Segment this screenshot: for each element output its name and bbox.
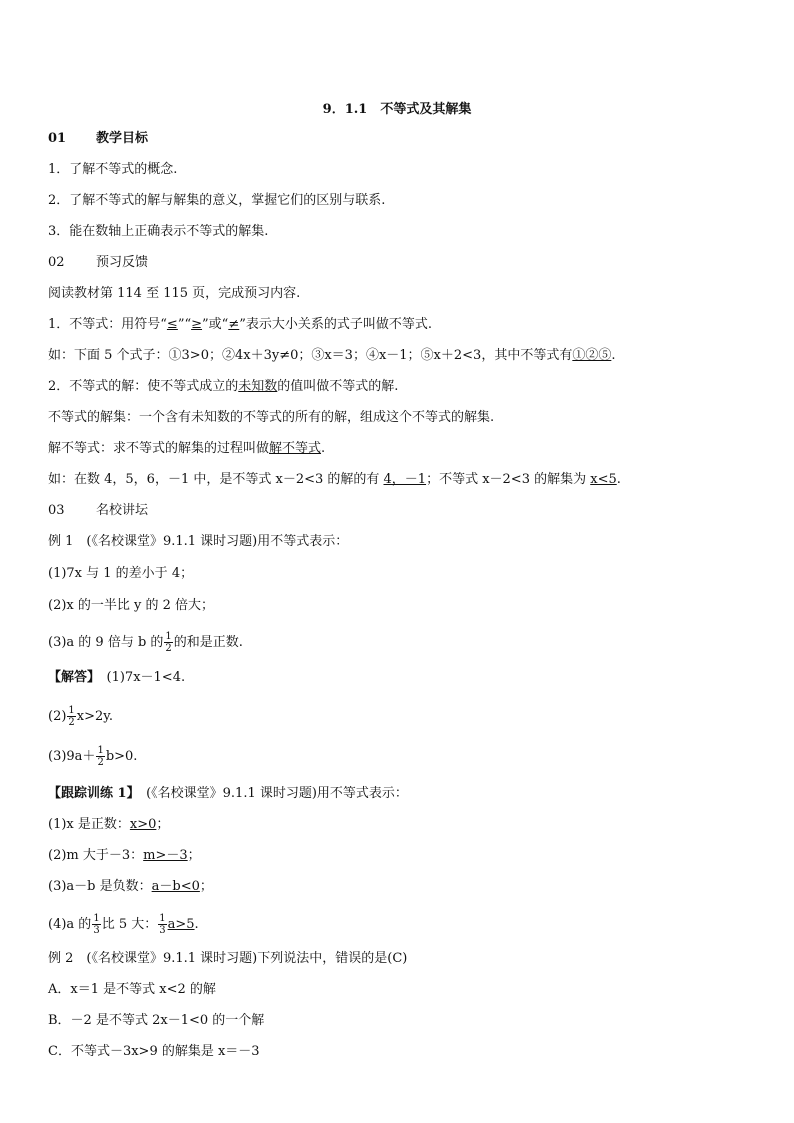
option-a: A．x＝1 是不等式 x<2 的解 <box>48 982 216 997</box>
example-2-prompt: 例 2 (《名校课堂》9.1.1 课时习题)下列说法中，错误的是(C) <box>48 951 408 966</box>
goal-1: 1．了解不等式的概念. <box>48 162 178 177</box>
answer-blank: a－b<0 <box>151 879 200 894</box>
text: (3)a 的 9 倍与 b 的 <box>48 635 164 650</box>
training-1-item-2 <box>48 847 201 865</box>
answer-blank: ≠ <box>228 317 240 332</box>
denominator: 3 <box>159 925 166 936</box>
numerator: 1 <box>68 705 75 716</box>
option-b: B．－2 是不等式 2x－1<0 的一个解 <box>48 1013 265 1028</box>
definition-solving <box>48 440 325 458</box>
reading-instruction: 阅读教材第 114 至 115 页，完成预习内容. <box>48 286 301 301</box>
text: 的和是正数. <box>173 635 243 650</box>
training-1-prompt <box>48 785 408 803</box>
text: . <box>321 441 326 456</box>
fraction <box>96 745 104 768</box>
training-label: 【跟踪训练 1】 <box>48 786 134 801</box>
answer-blank: 未知数 <box>238 379 278 394</box>
text: (1)7x－1<4. <box>93 670 186 685</box>
training-1-item-3 <box>48 878 213 896</box>
fraction <box>164 631 172 654</box>
answer-2 <box>48 705 113 728</box>
numerator: 1 <box>165 631 172 642</box>
example-1-item-2: (2)x 的一半比 y 的 2 倍大； <box>48 598 215 613</box>
goal-3: 3．能在数轴上正确表示不等式的解集. <box>48 224 269 239</box>
section-number: 03 <box>48 503 65 518</box>
text: ； <box>187 848 201 863</box>
example-inequalities <box>48 347 615 365</box>
text: 解不等式：求不等式的解集的过程叫做 <box>48 441 270 456</box>
text: (4)a 的 <box>48 917 92 932</box>
goal-2: 2．了解不等式的解与解集的意义，掌握它们的区别与联系. <box>48 193 386 208</box>
text: 如：下面 5 个式子：①3>0；②4x＋3y≠0；③x＝3；④x－1；⑤x＋2<3，其中不等式有 <box>48 348 573 363</box>
answer-blank: ≥ <box>191 317 203 332</box>
text: . <box>611 348 616 363</box>
text: (3)9a＋ <box>48 749 96 764</box>
text: ； <box>199 879 213 894</box>
example-1-item-3 <box>48 631 243 654</box>
section-number: 02 <box>48 255 65 270</box>
example-solutions <box>48 471 621 489</box>
definition-inequality <box>48 316 432 334</box>
text: ；不等式 x－2<3 的解集为 <box>426 472 591 487</box>
text: (1)x 是正数： <box>48 817 130 832</box>
option-c: C．不等式－3x>9 的解集是 x＝－3 <box>48 1044 260 1059</box>
training-1-item-4 <box>48 913 199 936</box>
fraction <box>92 913 100 936</box>
definition-solution <box>48 378 398 396</box>
text: b>0. <box>105 749 138 764</box>
section-title: 预习反馈 <box>96 255 149 270</box>
answer-blank: a>5 <box>167 917 195 932</box>
numerator: 1 <box>93 913 100 924</box>
text: ”表示大小关系的式子叫做不等式. <box>239 317 433 332</box>
answer-1 <box>48 669 185 687</box>
denominator: 2 <box>165 643 172 654</box>
text: (2) <box>48 709 67 724</box>
text: (3)a－b 是负数： <box>48 879 152 894</box>
text: ”或“ <box>202 317 229 332</box>
section-02-heading <box>48 254 148 272</box>
text: 的值叫做不等式的解. <box>277 379 399 394</box>
denominator: 3 <box>93 925 100 936</box>
denominator: 2 <box>68 717 75 728</box>
fraction <box>67 705 75 728</box>
text: ”“ <box>177 317 192 332</box>
section-01-heading <box>48 130 148 148</box>
numerator: 1 <box>97 745 104 756</box>
answer-label: 【解答】 <box>48 670 94 685</box>
section-03-heading <box>48 502 148 520</box>
answer-blank: x<5 <box>590 472 617 487</box>
text: 比 5 大： <box>101 917 158 932</box>
text: ； <box>156 817 170 832</box>
text: 如：在数 4，5，6，－1 中，是不等式 x－2<3 的解的有 <box>48 472 384 487</box>
text: (《名校课堂》9.1.1 课时习题)用不等式表示： <box>133 786 408 801</box>
answer-blank: ①②⑤ <box>572 348 612 363</box>
fraction <box>158 913 166 936</box>
text: (2)m 大于－3： <box>48 848 144 863</box>
numerator: 1 <box>159 913 166 924</box>
section-title: 教学目标 <box>96 131 149 146</box>
example-1-item-1: (1)7x 与 1 的差小于 4； <box>48 566 194 581</box>
section-number: 01 <box>48 131 67 146</box>
denominator: 2 <box>97 757 104 768</box>
text: . <box>194 917 199 932</box>
section-title: 名校讲坛 <box>96 503 149 518</box>
answer-blank: 解不等式 <box>269 441 322 456</box>
answer-blank: ≤ <box>166 317 178 332</box>
answer-blank: m>－3 <box>143 848 188 863</box>
answer-blank: 4，－1 <box>383 472 427 487</box>
answer-blank: x>0 <box>129 817 157 832</box>
definition-solution-set: 不等式的解集：一个含有未知数的不等式的所有的解，组成这个不等式的解集. <box>48 410 495 425</box>
example-1-prompt: 例 1 (《名校课堂》9.1.1 课时习题)用不等式表示： <box>48 534 349 549</box>
text: x>2y. <box>76 709 114 724</box>
page-title: 9．1.1 不等式及其解集 <box>322 102 472 117</box>
text: . <box>616 472 621 487</box>
answer-3 <box>48 745 137 768</box>
text: 1．不等式：用符号“ <box>48 317 167 332</box>
text: 2．不等式的解：使不等式成立的 <box>48 379 239 394</box>
training-1-item-1 <box>48 816 169 834</box>
